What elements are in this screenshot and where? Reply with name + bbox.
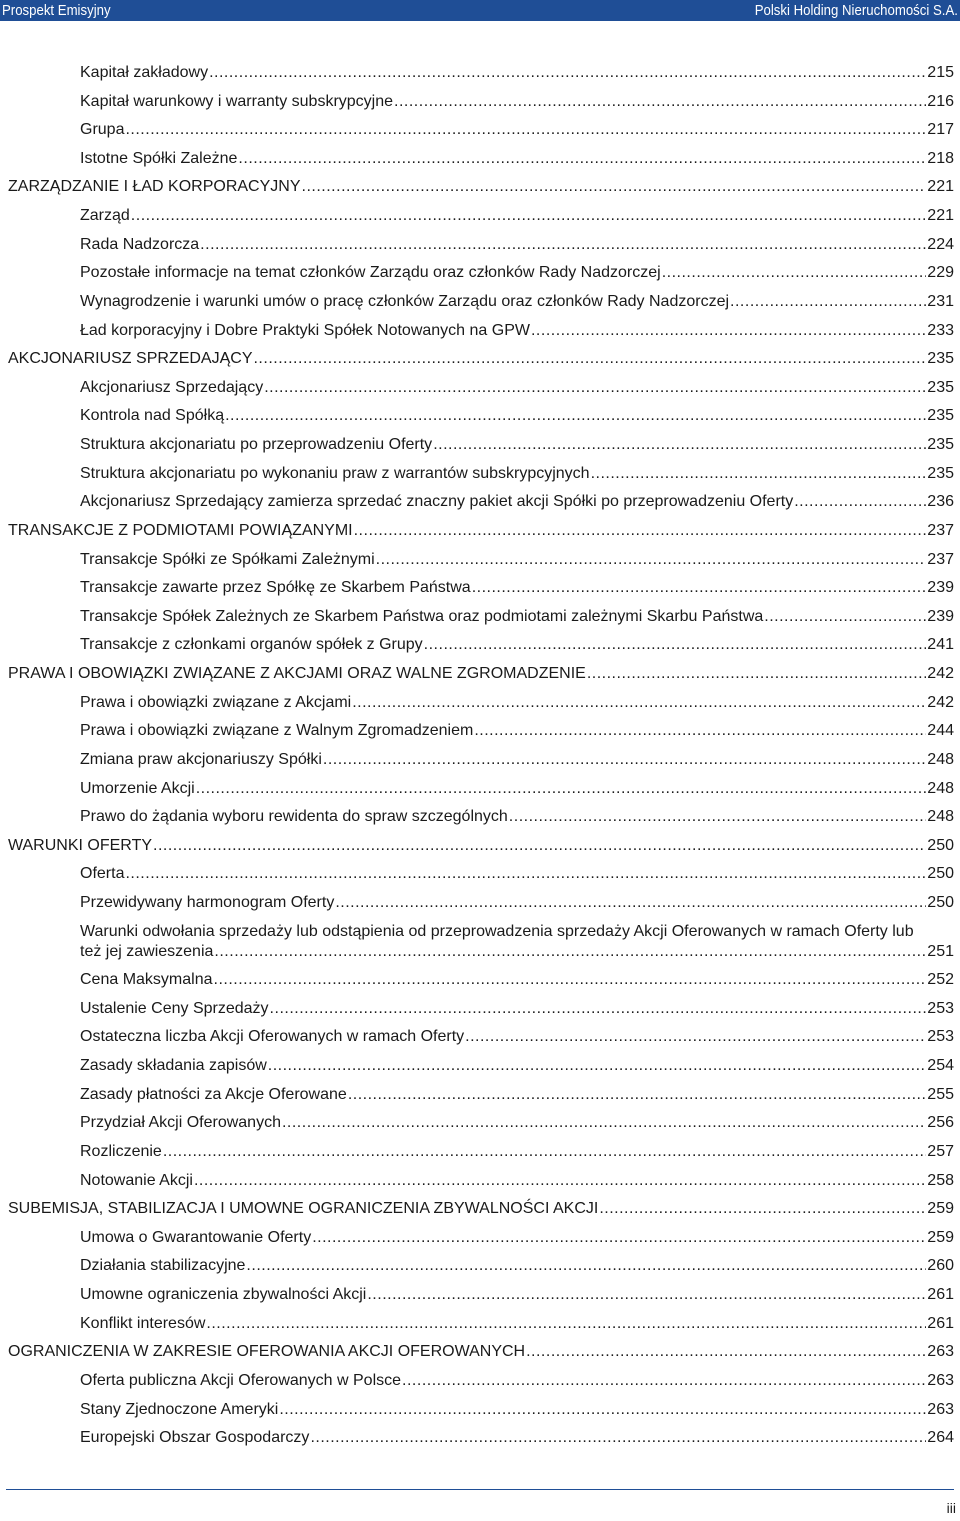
toc-entry-title: Przewidywany harmonogram Oferty	[80, 893, 335, 911]
toc-page-number: 263	[927, 1343, 954, 1361]
dot-leader	[424, 635, 927, 655]
toc-entry-title: Prawo do żądania wyboru rewidenta do spraw szczególnych	[80, 808, 508, 826]
toc-entry-title: Istotne Spółki Zależne	[80, 149, 238, 167]
dot-leader	[264, 378, 926, 398]
toc-entry-title: Notowanie Akcji	[80, 1171, 193, 1189]
toc-page-number: 215	[927, 64, 954, 81]
dot-leader	[196, 779, 927, 799]
toc-entry-title: Konflikt interesów	[80, 1314, 206, 1332]
dot-leader	[591, 464, 927, 484]
toc-page-number: 263	[927, 1400, 954, 1418]
toc-section-entry[interactable]	[80, 922, 954, 962]
toc-section-entry[interactable]	[80, 464, 954, 484]
dot-leader	[764, 607, 926, 627]
dot-leader	[209, 63, 926, 83]
dot-leader	[587, 664, 926, 684]
dot-leader	[194, 1171, 926, 1191]
toc-page-number: 254	[927, 1057, 954, 1075]
toc-page-number: 239	[927, 607, 954, 625]
toc-section-entry[interactable]	[80, 607, 954, 627]
dot-leader	[376, 550, 927, 570]
toc-page-number: 261	[927, 1286, 954, 1304]
document-header	[0, 0, 960, 21]
dot-leader	[794, 492, 926, 512]
dot-leader	[282, 1113, 926, 1133]
dot-leader	[200, 235, 926, 255]
toc-entry-title: Prawa i obowiązki związane z Akcjami	[80, 693, 352, 711]
toc-page-number: 261	[927, 1314, 954, 1332]
toc-entry-title: Ustalenie Ceny Sprzedaży	[80, 999, 269, 1017]
dot-leader	[526, 1342, 926, 1362]
toc-page-number: 221	[927, 178, 954, 196]
toc-section-entry[interactable]	[80, 263, 954, 283]
toc-section-entry[interactable]	[80, 1056, 954, 1076]
toc-page-number: 257	[927, 1142, 954, 1160]
dot-leader	[474, 721, 926, 741]
toc-page-number: 251	[927, 942, 954, 960]
toc-section-entry[interactable]	[80, 120, 954, 140]
toc-entry-title: Struktura akcjonariatu po przeprowadzeniu Oferty	[80, 436, 433, 454]
toc-entry-title: Zasady płatności za Akcje Oferowane	[80, 1085, 347, 1103]
dot-leader	[214, 970, 927, 990]
dot-leader	[246, 1256, 926, 1276]
toc-page-number: 237	[927, 521, 954, 539]
toc-section-entry[interactable]	[80, 406, 954, 426]
toc-section-entry[interactable]	[80, 1285, 954, 1305]
toc-section-entry[interactable]	[80, 1371, 954, 1391]
toc-page-number: 217	[927, 121, 954, 139]
toc-page-number: 259	[927, 1200, 954, 1218]
toc-entry-title: PRAWA I OBOWIĄZKI ZWIĄZANE Z AKCJAMI ORAZ WALNE ZGROMADZENIE	[8, 665, 586, 683]
dot-leader	[238, 149, 926, 169]
toc-entry-title: Oferta	[80, 865, 125, 883]
toc-entry-title: Europejski Obszar Gospodarczy	[80, 1429, 310, 1447]
dot-leader	[225, 406, 926, 426]
toc-page-number: 253	[927, 999, 954, 1017]
toc-section-entry[interactable]	[80, 1314, 954, 1334]
dot-leader	[730, 292, 926, 312]
toc-entry-title: Transakcje Spółki ze Spółkami Zależnymi	[80, 550, 375, 568]
toc-entry-title: Transakcje Spółek Zależnych ze Skarbem Państwa oraz podmiotami zależnymi Skarbu Państwa	[80, 607, 764, 625]
toc-page-number: 235	[927, 378, 954, 396]
toc-entry-title: Struktura akcjonariatu po wykonaniu praw z warrantów subskrypcyjnych	[80, 464, 590, 482]
toc-entry-title: Akcjonariusz Sprzedający	[80, 378, 264, 396]
footer-page-number: iii	[946, 1500, 956, 1516]
toc-page-number: 258	[927, 1171, 954, 1189]
toc-entry-title: Transakcje zawarte przez Spółkę ze Skarbem Państwa	[80, 579, 471, 597]
toc-section-entry[interactable]	[80, 149, 954, 169]
toc-entry-title: Umowne ograniczenia zbywalności Akcji	[80, 1286, 367, 1304]
dot-leader	[402, 1371, 926, 1391]
toc-section-entry[interactable]	[80, 635, 954, 655]
toc-entry-title: Działania stabilizacyjne	[80, 1257, 246, 1275]
toc-entry-title: ZARZĄDZANIE I ŁAD KORPORACYJNY	[8, 178, 301, 196]
toc-section-entry[interactable]	[80, 999, 954, 1019]
dot-leader	[335, 893, 926, 913]
toc-entry-title: Pozostałe informacje na temat członków Zarządu oraz członków Rady Nadzorczej	[80, 264, 661, 282]
toc-chapter-entry[interactable]	[8, 664, 954, 684]
toc-page-number: 242	[927, 665, 954, 683]
dot-leader	[509, 807, 927, 827]
toc-chapter-entry[interactable]	[8, 1342, 954, 1362]
toc-section-entry[interactable]	[80, 1085, 954, 1105]
toc-section-entry[interactable]	[80, 235, 954, 255]
dot-leader	[163, 1142, 926, 1162]
toc-page-number: 248	[927, 779, 954, 797]
toc-section-entry[interactable]	[80, 1027, 954, 1047]
dot-leader	[310, 1428, 926, 1448]
toc-entry-title: Umorzenie Akcji	[80, 779, 195, 797]
toc-page-number: 256	[927, 1114, 954, 1132]
toc-page-number: 233	[927, 321, 954, 339]
toc-entry-title: Kapitał warunkowy i warranty subskrypcyjne	[80, 92, 394, 110]
toc-section-entry[interactable]	[80, 693, 954, 713]
toc-section-entry[interactable]	[80, 550, 954, 570]
toc-page-number: 248	[927, 808, 954, 826]
dot-leader	[472, 578, 927, 598]
toc-page-number: 239	[927, 579, 954, 597]
toc-page-number: 241	[927, 636, 954, 654]
dot-leader	[270, 999, 927, 1019]
toc-section-entry[interactable]	[80, 1171, 954, 1191]
toc-entry-title: SUBEMISJA, STABILIZACJA I UMOWNE OGRANICZENIA ZBYWALNOŚCI AKCJI	[8, 1200, 599, 1218]
toc-entry-title: Umowa o Gwarantowanie Oferty	[80, 1228, 312, 1246]
toc-section-entry[interactable]	[80, 206, 954, 226]
toc-entry-title: Zarząd	[80, 207, 130, 225]
dot-leader	[214, 942, 926, 962]
toc-page-number: 248	[927, 750, 954, 768]
dot-leader	[153, 836, 926, 856]
toc-entry-title: Ład korporacyjny i Dobre Praktyki Spółek Notowanych na GPW	[80, 321, 530, 339]
toc-entry-title: Akcjonariusz Sprzedający zamierza sprzedać znaczny pakiet akcji Spółki po przeprowadzeniu Oferty	[80, 493, 794, 511]
dot-leader	[268, 1056, 927, 1076]
toc-entry-title: Prawa i obowiązki związane z Walnym Zgromadzeniem	[80, 722, 474, 740]
dot-leader	[131, 206, 927, 226]
toc-entry-title: Oferta publiczna Akcji Oferowanych w Polsce	[80, 1371, 402, 1389]
toc-page-number: 255	[927, 1085, 954, 1103]
toc-page-number: 242	[927, 693, 954, 711]
toc-section-entry[interactable]	[80, 492, 954, 512]
dot-leader	[354, 521, 927, 541]
toc-chapter-entry[interactable]	[8, 1199, 954, 1219]
toc-page-number: 252	[927, 971, 954, 989]
toc-page-number: 229	[927, 264, 954, 282]
toc-section-entry[interactable]	[80, 321, 954, 341]
dot-leader	[394, 92, 926, 112]
toc-chapter-entry[interactable]	[8, 521, 954, 541]
dot-leader	[125, 120, 926, 140]
toc-entry-title: Cena Maksymalna	[80, 971, 213, 989]
dot-leader	[125, 864, 926, 884]
dot-leader	[465, 1027, 926, 1047]
toc-entry-title: Przydział Akcji Oferowanych	[80, 1114, 281, 1132]
toc-entry-title: AKCJONARIUSZ SPRZEDAJĄCY	[8, 350, 253, 368]
dot-leader	[279, 1400, 926, 1420]
toc-entry-title: Grupa	[80, 121, 125, 139]
toc-section-entry[interactable]	[80, 578, 954, 598]
toc-page-number: 237	[927, 550, 954, 568]
toc-page-number: 244	[927, 722, 954, 740]
toc-chapter-entry[interactable]	[8, 836, 954, 856]
toc-chapter-entry[interactable]	[8, 349, 954, 369]
toc-entry-title: Rozliczenie	[80, 1142, 162, 1160]
toc-page-number: 253	[927, 1028, 954, 1046]
toc-page-number: 236	[927, 493, 954, 511]
toc-section-entry[interactable]	[80, 378, 954, 398]
toc-entry-title: Ostateczna liczba Akcji Oferowanych w ramach Oferty	[80, 1028, 465, 1046]
toc-entry-title: Stany Zjednoczone Ameryki	[80, 1400, 279, 1418]
dot-leader	[662, 263, 927, 283]
dot-leader	[302, 177, 927, 197]
toc-entry-title-continued: też jej zawieszenia	[80, 942, 214, 960]
toc-section-entry[interactable]	[80, 864, 954, 884]
toc-section-entry[interactable]	[80, 1428, 954, 1448]
dot-leader	[253, 349, 926, 369]
dot-leader	[312, 1228, 926, 1248]
toc-section-entry[interactable]	[80, 435, 954, 455]
toc-section-entry[interactable]	[80, 750, 954, 770]
dot-leader	[367, 1285, 926, 1305]
toc-entry-title: OGRANICZENIA W ZAKRESIE OFEROWANIA AKCJI OFEROWANYCH	[8, 1343, 526, 1361]
dot-leader	[433, 435, 926, 455]
dot-leader	[348, 1085, 926, 1105]
toc-section-entry[interactable]	[80, 970, 954, 990]
toc-page-number: 235	[927, 350, 954, 368]
toc-page-number: 235	[927, 407, 954, 425]
toc-entry-title: Zasady składania zapisów	[80, 1057, 267, 1075]
dot-leader	[206, 1314, 926, 1334]
toc-section-entry[interactable]	[80, 92, 954, 112]
header-document-title: Prospekt Emisyjny	[2, 2, 111, 19]
dot-leader	[531, 321, 926, 341]
toc-page-number: 224	[927, 235, 954, 253]
toc-section-entry[interactable]	[80, 1256, 954, 1276]
toc-entry-title: TRANSAKCJE Z PODMIOTAMI POWIĄZANYMI	[8, 521, 353, 539]
dot-leader	[323, 750, 926, 770]
toc-entry-title: Kapitał zakładowy	[80, 64, 209, 81]
toc-chapter-entry[interactable]	[8, 177, 954, 197]
toc-entry-title: Kontrola nad Spółką	[80, 407, 225, 425]
dot-leader	[352, 693, 926, 713]
toc-page-number: 235	[927, 464, 954, 482]
toc-section-entry[interactable]	[80, 893, 954, 913]
dot-leader	[599, 1199, 926, 1219]
toc-section-entry[interactable]	[80, 1400, 954, 1420]
toc-section-entry[interactable]	[80, 292, 954, 312]
toc-entry-title: WARUNKI OFERTY	[8, 836, 153, 854]
toc-page-number: 259	[927, 1228, 954, 1246]
toc-page-number: 260	[927, 1257, 954, 1275]
toc-section-entry[interactable]	[80, 779, 954, 799]
toc-section-entry[interactable]	[80, 721, 954, 741]
toc-page-number: 235	[927, 436, 954, 454]
toc-section-entry[interactable]	[80, 63, 954, 83]
toc-page-number: 250	[927, 893, 954, 911]
toc-entry-title: Wynagrodzenie i warunki umów o pracę członków Zarządu oraz członków Rady Nadzorczej	[80, 292, 730, 310]
footer-divider	[6, 1489, 954, 1490]
toc-page-number: 264	[927, 1429, 954, 1447]
toc-section-entry[interactable]	[80, 1142, 954, 1162]
toc-section-entry[interactable]	[80, 807, 954, 827]
toc-page-number: 250	[927, 836, 954, 854]
header-company-name: Polski Holding Nieruchomości S.A.	[754, 2, 958, 19]
toc-page-number: 250	[927, 865, 954, 883]
toc-page-number: 216	[927, 92, 954, 110]
toc-page-number: 221	[927, 207, 954, 225]
toc-page-number: 231	[927, 292, 954, 310]
toc-entry-title: Warunki odwołania sprzedaży lub odstąpienia od przeprowadzenia sprzedaży Akcji Oferowanych w ramach Oferty lub	[80, 922, 914, 940]
toc-page-number: 218	[927, 149, 954, 167]
toc-entry-title: Zmiana praw akcjonariuszy Spółki	[80, 750, 322, 768]
toc-section-entry[interactable]	[80, 1228, 954, 1248]
toc-section-entry[interactable]	[80, 1113, 954, 1133]
toc-entry-title: Rada Nadzorcza	[80, 235, 200, 253]
toc-entry-title: Transakcje z członkami organów spółek z Grupy	[80, 636, 423, 654]
toc-page-number: 263	[927, 1371, 954, 1389]
